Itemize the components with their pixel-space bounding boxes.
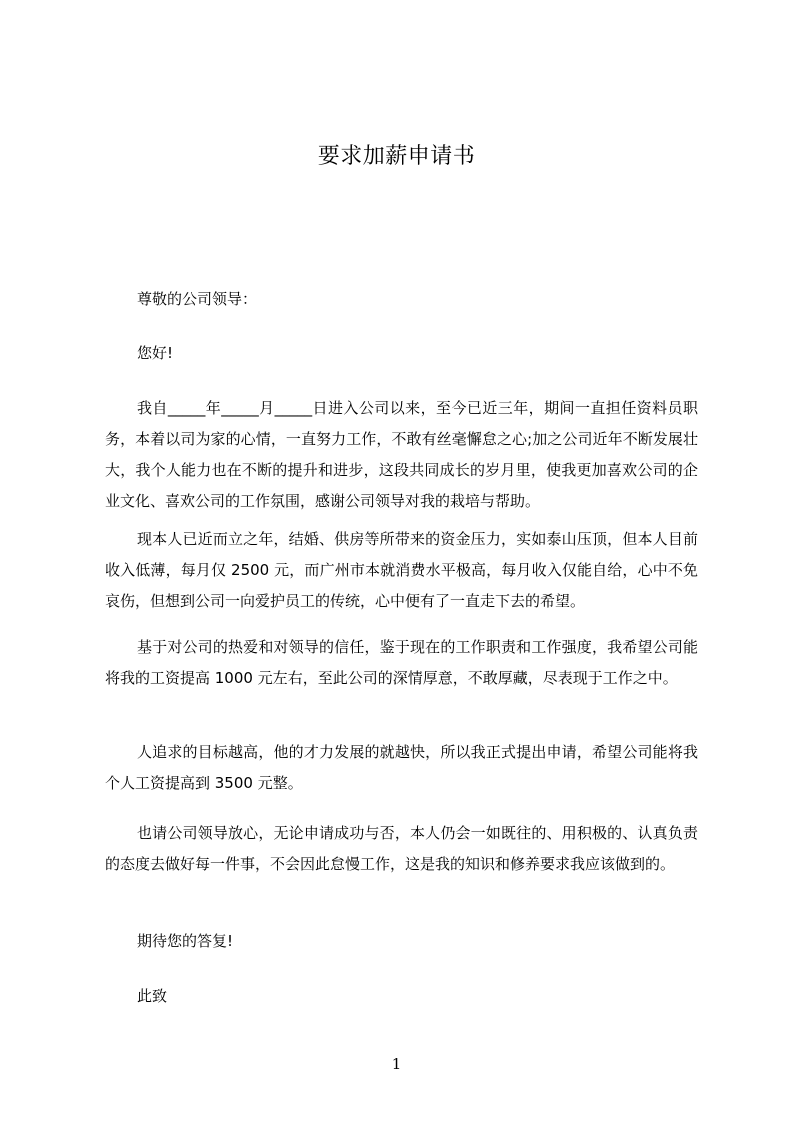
document-title: 要求加薪申请书 [317,144,476,169]
closing-line: 期待您的答复! [137,932,234,950]
ci-zhi: 此致 [137,987,168,1005]
paragraph-employment: 我自_____年_____月_____日进入公司以来，至今已近三年，期间一直担任资料员职务，本着以司为家的心情，一直努力工作，不敢有丝毫懈怠之心;加之公司近年不断发展壮大，我个人能力也在不断的提升和进步，这段共同成长的岁月里，使我更加喜欢公司的企业文化、喜欢公司的工作氛围，感谢公司领导对我的栽培与帮助。 [105,399,698,510]
paragraph-financial-pressure: 现本人已近而立之年，结婚、供房等所带来的资金压力，实如泰山压顶，但本人目前收入低薄，每月仅 2500 元，而广州市本就消费水平极高，每月收入仅能自给，心中不免哀伤，但想到公司一向爱护员工的传统，心中便有了一直走下去的希望。 [105,530,698,610]
greeting: 您好! [137,344,174,362]
paragraph-commitment: 也请公司领导放心，无论申请成功与否，本人仍会一如既往的、用积极的、认真负责的态度去做好每一件事，不会因此怠慢工作，这是我的知识和修养要求我应该做到的。 [105,824,698,873]
page-number: 1 [391,1055,402,1073]
paragraph-raise-request: 基于对公司的热爱和对领导的信任，鉴于现在的工作职责和工作强度，我希望公司能将我的工资提高 1000 元左右，至此公司的深情厚意，不敢厚藏，尽表现于工作之中。 [105,638,698,687]
salutation: 尊敬的公司领导： [137,290,258,308]
paragraph-formal-application: 人追求的目标越高，他的才力发展的就越快，所以我正式提出申请，希望公司能将我个人工资提高到 3500 元整。 [105,743,698,792]
